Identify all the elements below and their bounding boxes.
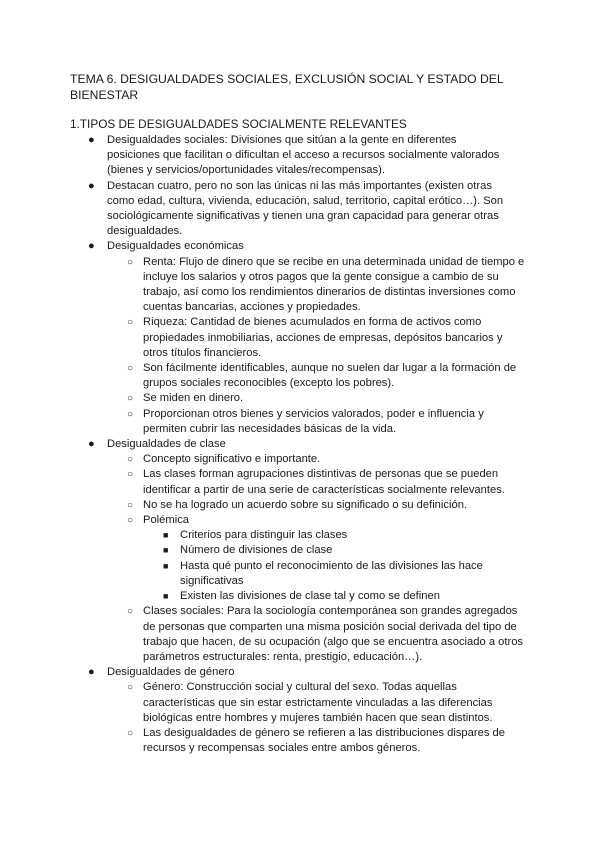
list-item xyxy=(0,528,510,543)
hollow-circle-bullet-icon: ○ xyxy=(127,606,134,618)
hollow-circle-bullet-icon: ○ xyxy=(127,317,134,329)
list-item xyxy=(0,179,510,240)
list-item-text: Clases sociales: Para la sociología contemporánea son grandes agregados de personas que comparten una misma posición social derivada del tipo de trabajo que hacen, de su ocupación (algo que se encuentra asociado a otros parámetros estructurales: renta, prestigio, educación…). xyxy=(143,605,524,663)
list-item-text: Se miden en dinero. xyxy=(143,392,244,405)
list-item xyxy=(0,589,510,604)
document-title: TEMA 6. DESIGUALDADES SOCIALES, EXCLUSIÓN SOCIAL Y ESTADO DEL BIENESTAR xyxy=(70,72,504,102)
list-item xyxy=(0,315,526,361)
list-item xyxy=(0,680,526,726)
list-item-text: Destacan cuatro, pero no son las únicas ni las más importantes (existen otras como edad, cultura, vivienda, educación, salud, territorio, capital erótico…). Son sociológicamente significativas y tienen una gran capacidad para generar otras desigualdades. xyxy=(107,179,504,238)
list-item xyxy=(0,239,510,254)
hollow-circle-bullet-icon: ○ xyxy=(127,469,134,481)
list-item-text: Desigualdades económicas xyxy=(107,240,244,253)
list-item-text: Hasta qué punto el reconocimiento de las divisiones las hace significativas xyxy=(180,559,483,587)
list-item xyxy=(0,255,526,316)
hollow-circle-bullet-icon: ○ xyxy=(127,393,134,405)
hollow-circle-bullet-icon: ○ xyxy=(127,408,134,420)
list-item xyxy=(0,407,526,437)
list-item-text: Riqueza: Cantidad de bienes acumulados en forma de activos como propiedades inmobiliarias, acciones de empresas, depósitos bancarios y otros títulos financieros. xyxy=(143,316,503,359)
list-item xyxy=(0,467,526,497)
list-item xyxy=(0,437,510,452)
list-item-text: Las desigualdades de género se refieren a las distribuciones dispares de recursos y recompensas sociales entre ambos géneros. xyxy=(143,726,505,755)
list-item-text: Número de divisiones de clase xyxy=(180,544,333,557)
square-bullet-icon: ■ xyxy=(163,560,169,571)
list-item xyxy=(0,726,526,756)
filled-circle-bullet-icon: ● xyxy=(88,240,95,253)
list-item-text: Desigualdades de clase xyxy=(107,438,226,451)
list-item xyxy=(0,133,510,179)
list-item-text: Polémica xyxy=(143,514,190,527)
hollow-circle-bullet-icon: ○ xyxy=(127,363,134,375)
list-item xyxy=(0,498,526,513)
hollow-circle-bullet-icon: ○ xyxy=(127,499,134,511)
hollow-circle-bullet-icon: ○ xyxy=(127,454,134,466)
list-item xyxy=(0,452,526,467)
square-bullet-icon: ■ xyxy=(163,530,169,541)
list-item-text: Son fácilmente identificables, aunque no suelen dar lugar a la formación de grupos sociales reconocibles (excepto los pobres). xyxy=(143,362,517,390)
list-item xyxy=(0,559,510,589)
list-item xyxy=(0,513,526,528)
list-item-text: Concepto significativo e importante. xyxy=(143,453,321,466)
list-item xyxy=(0,361,526,391)
list-item xyxy=(0,665,510,680)
list-item-text: No se ha logrado un acuerdo sobre su significado o su definición. xyxy=(143,498,468,511)
list-item-text: Proporcionan otros bienes y servicios valorados, poder e influencia y permiten cubrir las necesidades básicas de la vida. xyxy=(143,407,484,435)
list-item-text: Desigualdades de género xyxy=(107,666,235,679)
section-heading: 1.TIPOS DE DESIGUALDADES SOCIALMENTE RELEVANTES xyxy=(70,117,407,131)
filled-circle-bullet-icon: ● xyxy=(88,134,95,146)
list-item-text: Género: Construcción social y cultural del sexo. Todas aquellas características que sin estar estrictamente vinculadas a las diferencias biológicas entre hombres y mujeres también hacen que sean distintos. xyxy=(143,681,493,724)
hollow-circle-bullet-icon: ○ xyxy=(127,682,134,694)
list-item-text: Criterios para distinguir las clases xyxy=(180,529,348,542)
filled-circle-bullet-icon: ● xyxy=(88,179,95,192)
list-item-text: Renta: Flujo de dinero que se recibe en una determinada unidad de tiempo e incluye los salarios y otros pagos que la gente consigue a cambio de su trabajo, así como los rendimientos dinerarios de distintas inversiones como cuentas bancarias, acciones y propiedades. xyxy=(143,255,525,314)
filled-circle-bullet-icon: ● xyxy=(88,438,95,451)
list-item-text: Las clases forman agrupaciones distintivas de personas que se pueden identificar a partir de una serie de características socialmente relevantes. xyxy=(143,468,505,496)
square-bullet-icon: ■ xyxy=(163,591,169,602)
bullet-list xyxy=(0,133,600,756)
list-item xyxy=(0,543,510,558)
hollow-circle-bullet-icon: ○ xyxy=(127,515,134,527)
hollow-circle-bullet-icon: ○ xyxy=(127,727,134,739)
hollow-circle-bullet-icon: ○ xyxy=(127,256,134,268)
filled-circle-bullet-icon: ● xyxy=(88,666,95,679)
square-bullet-icon: ■ xyxy=(163,545,169,556)
list-item-text: Desigualdades sociales: Divisiones que sitúan a la gente en diferentes posiciones que facilitan o dificultan el acceso a recursos socialmente valorados (bienes y servicios/oportunidades vitales/recompensas). xyxy=(107,134,500,177)
list-item xyxy=(0,604,526,665)
list-item-text: Existen las divisiones de clase tal y como se definen xyxy=(180,590,440,603)
list-item xyxy=(0,391,526,406)
